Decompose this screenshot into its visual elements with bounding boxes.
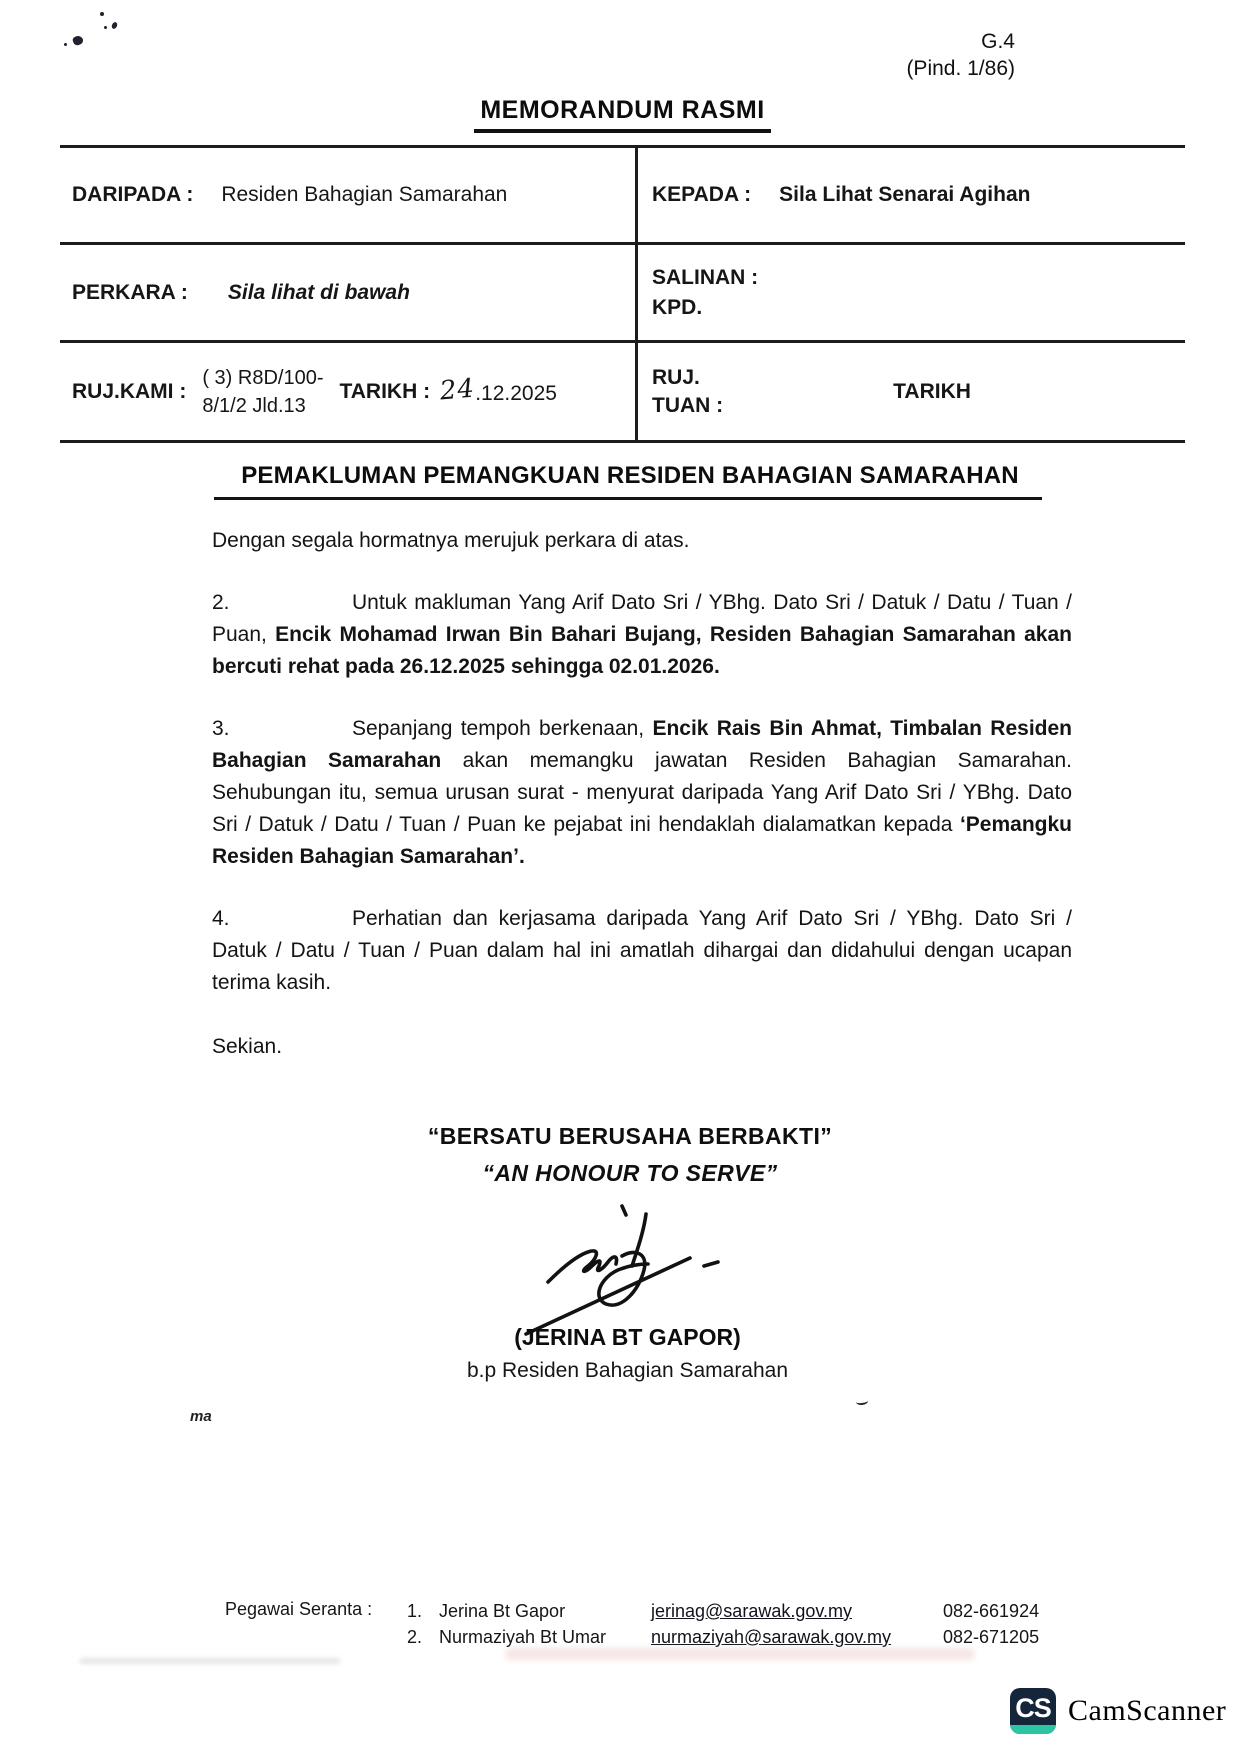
- cell-daripada: [60, 148, 635, 245]
- paragraph-2-number: 2.: [212, 591, 230, 614]
- subject-row: [180, 462, 1080, 490]
- paragraph-3-text: Sepanjang tempoh berkenaan, Encik Rais Bin Ahmat, Timbalan Residen Bahagian Samarahan akan memangku jawatan Residen Bahagian Samarahan. Sehubungan itu, semua urusan surat - menyurat daripada Yang Arif Dato Sri / YBhg. Dato Sri / Datuk / Datu / Tuan / Puan ke pejabat ini hendaklah dialamatkan kepada ‘Pemangku Residen Bahagian Samarahan’.: [212, 717, 1072, 868]
- daripada-value: Residen Bahagian Samarahan: [221, 183, 508, 206]
- subject-underline: [214, 497, 1042, 500]
- paragraph-salutation: Dengan segala hormatnya merujuk perkara di atas.: [212, 529, 690, 552]
- contact-number: 1.: [407, 1601, 423, 1621]
- motto-line-1: “BERSATU BERUSAHA BERBAKTI”: [427, 1123, 833, 1149]
- ruj-kami-ref-line1: ( 3) R8D/100-: [202, 366, 324, 389]
- contact-phone: 082-671205: [943, 1627, 1040, 1647]
- signer-name: (JERINA BT GAPOR): [514, 1324, 741, 1350]
- daripada-label: DARIPADA :: [72, 183, 194, 206]
- stray-pen-mark: [856, 1397, 869, 1405]
- memo-body: [212, 525, 1072, 1063]
- paragraph-4-text: Perhatian dan kerjasama daripada Yang Arif Dato Sri / YBhg. Dato Sri / Datuk / Datu / Tuan / Puan dalam hal ini amatlah dihargai dan didahului dengan ucapan terima kasih.: [212, 907, 1072, 994]
- paragraph-4: [212, 903, 1072, 999]
- contact-name: Jerina Bt Gapor: [439, 1601, 566, 1621]
- cell-salinan: [635, 245, 1185, 343]
- ink-speck: [104, 26, 107, 29]
- tarikh-rest: .12.2025: [475, 381, 557, 405]
- contact-phone: 082-661924: [943, 1601, 1040, 1621]
- paragraph-4-number: 4.: [212, 907, 230, 930]
- ink-speck: [72, 35, 84, 47]
- perkara-label: PERKARA :: [72, 280, 188, 304]
- form-code-block: [906, 28, 1015, 82]
- ink-speck: [111, 21, 118, 29]
- ink-speck: [100, 12, 104, 16]
- subject-heading: PEMAKLUMAN PEMANGKUAN RESIDEN BAHAGIAN SAMARAHAN: [241, 462, 1019, 489]
- typist-initials: ma: [190, 1408, 212, 1425]
- tarikh-right-label: TARIKH: [893, 379, 971, 403]
- cell-ruj-kami: [60, 343, 635, 440]
- scan-artifact: [80, 1658, 340, 1664]
- camscanner-label: CamScanner: [1068, 1694, 1227, 1727]
- contact-email-link[interactable]: jerinag@sarawak.gov.my: [651, 1601, 853, 1621]
- motto-block: [180, 1118, 1080, 1192]
- title-row: [60, 96, 1185, 133]
- salinan-label: SALINAN :: [652, 265, 759, 289]
- motto-line-2: “AN HONOUR TO SERVE”: [482, 1160, 778, 1186]
- signature-scribble: [518, 1202, 730, 1344]
- ruj-kami-label: RUJ.KAMI :: [72, 379, 187, 403]
- tarikh-label: TARIKH :: [339, 379, 431, 403]
- contact-row: [407, 1624, 1085, 1650]
- camscanner-icon-accent: [1010, 1725, 1056, 1734]
- form-code: G.4: [981, 30, 1015, 53]
- footer-label: Pegawai Seranta :: [225, 1599, 373, 1619]
- salinan-value: KPD.: [652, 295, 703, 319]
- kepada-label: KEPADA :: [652, 183, 752, 206]
- kepada-value: Sila Lihat Senarai Agihan: [779, 183, 1031, 206]
- document-title: MEMORANDUM RASMI: [474, 96, 770, 133]
- paragraph-2-text: Untuk makluman Yang Arif Dato Sri / YBhg. Dato Sri / Datuk / Datu / Tuan / Puan, Encik Mohamad Irwan Bin Bahari Bujang, Residen Bahagian Samarahan akan bercuti rehat pada 26.12.2025 sehingga 02.01.2026.: [212, 591, 1072, 678]
- ink-speck: [64, 43, 67, 46]
- cell-perkara: [60, 245, 635, 343]
- ruj-tuan-line1: RUJ.: [652, 365, 700, 389]
- paragraph-3: [212, 713, 1072, 873]
- signer-block: [415, 1324, 840, 1383]
- paragraph-2: [212, 587, 1072, 683]
- contact-row: [407, 1598, 1085, 1624]
- cell-kepada: [635, 148, 1185, 245]
- paragraph-3-number: 3.: [212, 717, 230, 740]
- ruj-tuan-line2: TUAN :: [652, 393, 724, 417]
- tarikh-value: [438, 373, 557, 407]
- memo-header-table: [60, 145, 1185, 443]
- contact-footer: [225, 1598, 1085, 1650]
- ruj-kami-ref-line2: 8/1/2 Jld.13: [202, 394, 306, 417]
- signer-behalf: b.p Residen Bahagian Samarahan: [466, 1359, 789, 1382]
- camscanner-icon-letters: CS: [1015, 1692, 1051, 1723]
- camscanner-badge: [1010, 1688, 1226, 1734]
- tarikh-day-handwritten: 24: [438, 373, 477, 406]
- cell-ruj-tuan: [635, 343, 1185, 440]
- form-revision: (Pind. 1/86): [906, 57, 1015, 80]
- camscanner-icon: [1010, 1688, 1056, 1734]
- contact-email-link[interactable]: nurmaziyah@sarawak.gov.my: [651, 1627, 892, 1647]
- perkara-value: Sila lihat di bawah: [227, 280, 410, 304]
- contact-number: 2.: [407, 1627, 423, 1647]
- closing-word: Sekian.: [212, 1035, 283, 1058]
- contact-name: Nurmaziyah Bt Umar: [439, 1627, 607, 1647]
